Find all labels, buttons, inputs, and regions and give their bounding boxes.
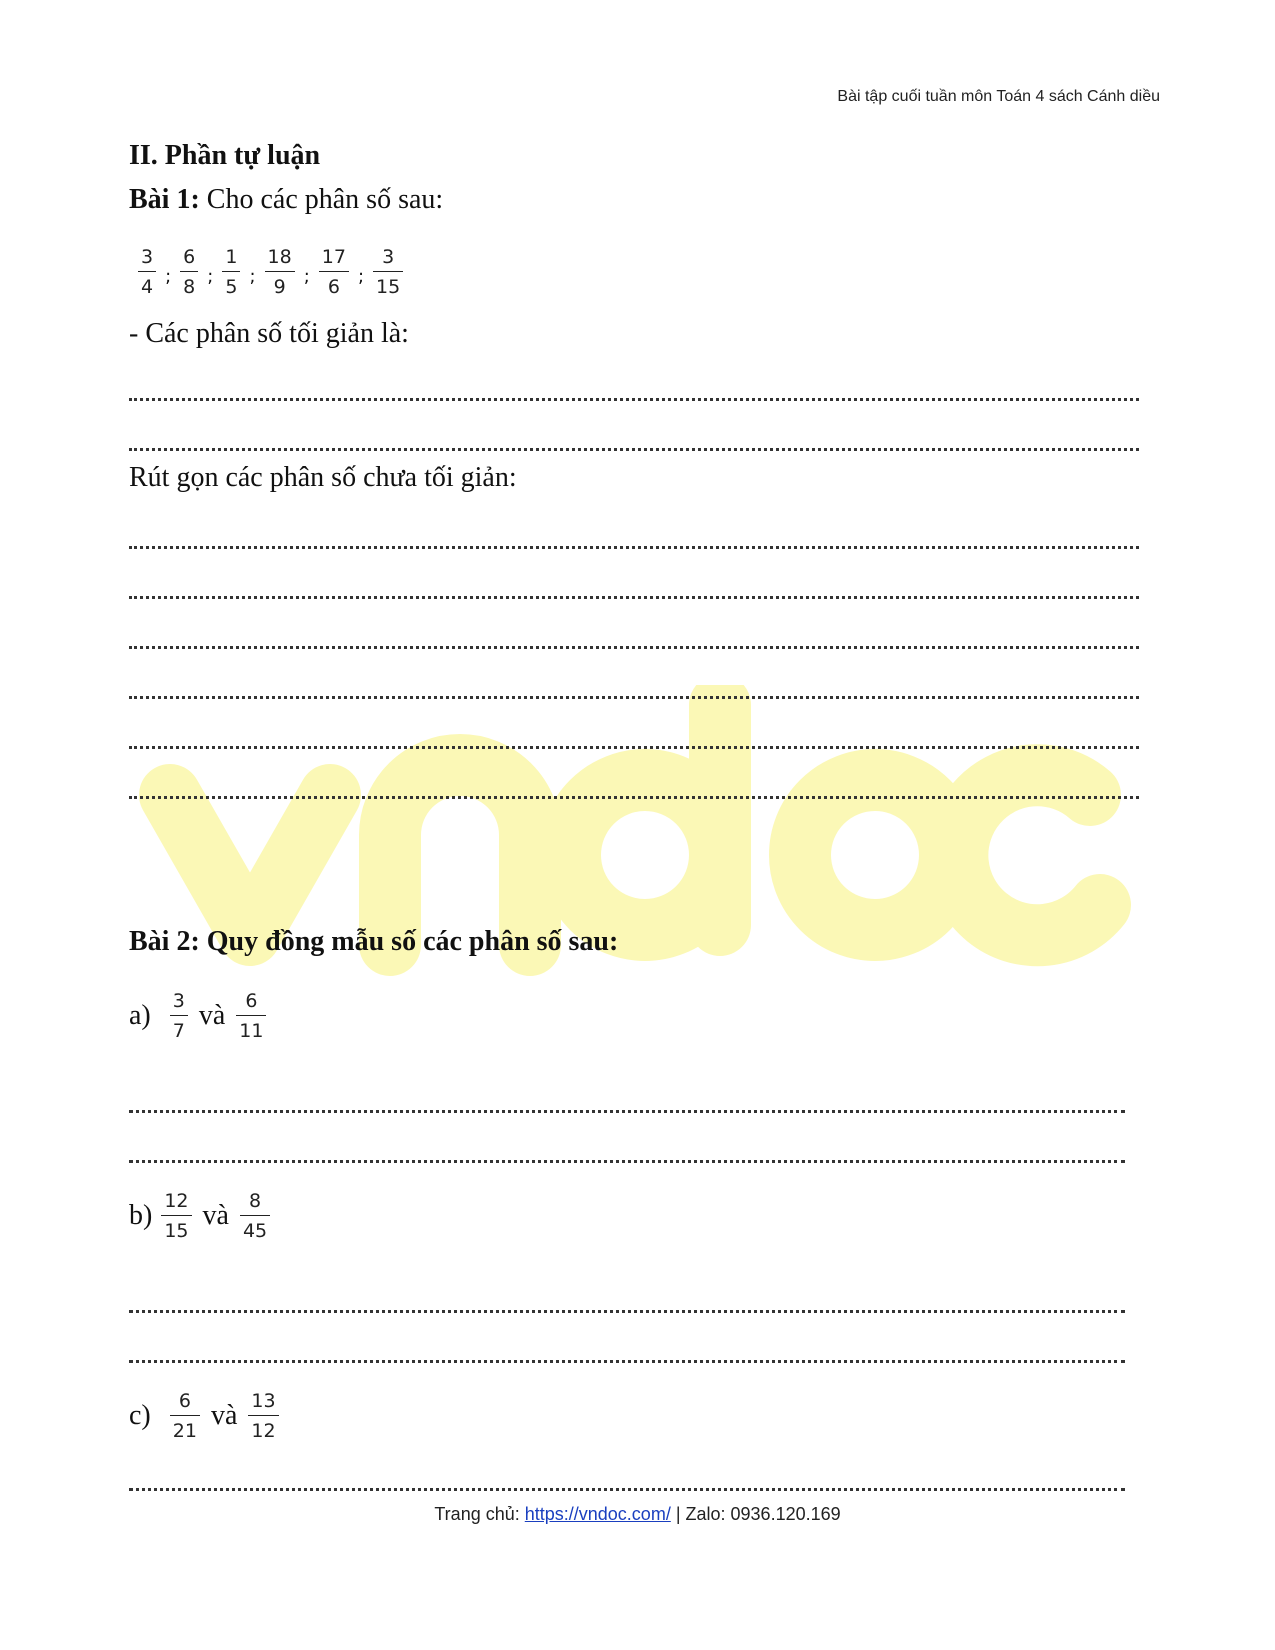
answer-line[interactable] [129, 784, 1139, 799]
bai1-part2: Rút gọn các phân số chưa tối giản: [129, 462, 517, 493]
bai1-prompt: Cho các phân số sau: [206, 184, 444, 215]
item-label: c) [129, 1400, 151, 1431]
bai2-prompt: Quy đồng mẫu số các phân số sau: [206, 926, 619, 957]
separator: ; [303, 265, 310, 287]
fraction: $\frac{12}{15}$ [158, 1190, 194, 1242]
bai2-item-c [129, 1390, 282, 1442]
bai2-item-b [129, 1190, 273, 1242]
fraction: $\frac{17}{6}$ [316, 246, 352, 298]
connector: và [198, 1000, 226, 1031]
separator: ; [207, 265, 214, 287]
fraction: $\frac{13}{12}$ [245, 1390, 281, 1442]
answer-line[interactable] [129, 734, 1139, 749]
answer-line[interactable] [129, 436, 1139, 451]
fraction: $\frac{3}{15}$ [370, 246, 406, 298]
connector: và [202, 1200, 229, 1231]
separator: ; [357, 265, 365, 287]
bai1-heading [129, 184, 443, 216]
bai1-label: Bài 1: [129, 184, 200, 215]
page-header: Bài tập cuối tuần môn Toán 4 sách Cánh diều [837, 88, 1160, 105]
fraction: $\frac{3}{4}$ [135, 246, 159, 298]
fraction: $\frac{6}{8}$ [177, 246, 201, 298]
answer-line[interactable] [129, 386, 1139, 401]
item-label: b) [129, 1200, 153, 1231]
footer-home-link[interactable]: https://vndoc.com/ [524, 1504, 671, 1524]
answer-line[interactable] [129, 584, 1139, 599]
bai1-fraction-list [135, 246, 406, 298]
connector: và [210, 1400, 238, 1431]
fraction: $\frac{6}{21}$ [167, 1390, 203, 1442]
page-footer [0, 1504, 1275, 1525]
bai1-part1: - Các phân số tối giản là: [129, 318, 409, 349]
footer-zalo: | Zalo: 0936.120.169 [670, 1504, 841, 1524]
fraction: $\frac{3}{7}$ [167, 990, 191, 1042]
answer-line[interactable] [129, 634, 1139, 649]
answer-line[interactable] [129, 684, 1139, 699]
fraction: $\frac{1}{5}$ [219, 246, 243, 298]
answer-line[interactable] [129, 1298, 1125, 1313]
footer-prefix: Trang chủ: [434, 1504, 525, 1524]
separator: ; [165, 265, 172, 287]
bai2-heading [129, 926, 618, 958]
answer-line[interactable] [129, 1348, 1125, 1363]
answer-line[interactable] [129, 534, 1139, 549]
item-label: a) [129, 1000, 151, 1031]
section-title: II. Phần tự luận [129, 140, 321, 171]
answer-line[interactable] [129, 1476, 1125, 1491]
bai2-item-a [129, 990, 269, 1042]
fraction: $\frac{6}{11}$ [233, 990, 269, 1042]
bai2-label: Bài 2: [129, 926, 200, 957]
answer-line[interactable] [129, 1098, 1125, 1113]
fraction: $\frac{18}{9}$ [262, 246, 298, 298]
answer-line[interactable] [129, 1148, 1125, 1163]
fraction: $\frac{8}{45}$ [237, 1190, 273, 1242]
separator: ; [249, 265, 256, 287]
